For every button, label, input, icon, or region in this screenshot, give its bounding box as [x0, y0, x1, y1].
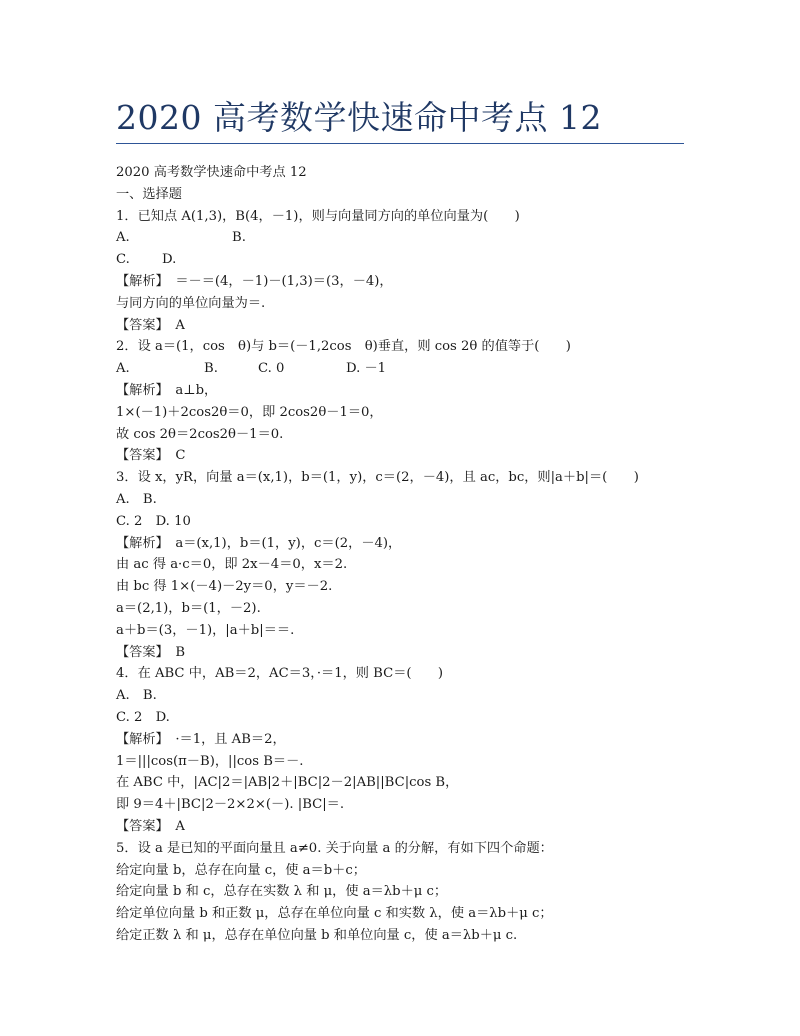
- q2-option-c: C. 0: [258, 361, 285, 377]
- q5-proposition-4: 给定正数 λ 和 μ，总存在单位向量 b 和单位向量 c，使 a＝λb＋μ c.: [116, 927, 518, 943]
- q1-stem: 1．已知点 A(1,3)，B(4，－1)，则与向量同方向的单位向量为( ): [116, 208, 520, 224]
- q2-options: [116, 358, 696, 380]
- q3-analysis-3: 由 bc 得 1×(－4)－2y＝0，y＝－2.: [116, 579, 333, 595]
- q3-analysis-4: a＝(2,1)，b＝(1，－2).: [116, 600, 261, 616]
- q4-analysis-3: 在 ABC 中，|AC|2＝|AB|2＋|BC|2－2|AB||BC|cos B，: [116, 775, 459, 791]
- q1-options-ab: [116, 227, 696, 249]
- q1-analysis: 【解析】 ＝－＝(4，－1)－(1,3)＝(3，－4)，: [116, 273, 393, 289]
- q4-answer: 【答案】 A: [116, 818, 185, 834]
- q5-proposition-1: 给定向量 b，总存在向量 c，使 a＝b＋c；: [116, 862, 366, 878]
- q1-option-d: D.: [162, 252, 177, 268]
- q2-stem: 2．设 a＝(1，cos θ)与 b＝(－1,2cos θ)垂直，则 cos 2θ 的值等于( ): [116, 339, 571, 355]
- q3-options-ab: A. B.: [116, 491, 157, 507]
- document-body: [116, 162, 696, 947]
- q4-analysis: 【解析】 ·＝1，且 AB＝2，: [116, 731, 286, 747]
- q4-stem: 4．在 ABC 中，AB＝2，AC＝3，·＝1，则 BC＝( ): [116, 666, 444, 682]
- q1-option-c: C.: [116, 252, 130, 268]
- q3-options-cd: C. 2 D. 10: [116, 513, 191, 529]
- q1-analysis-2: 与同方向的单位向量为＝.: [116, 295, 266, 311]
- q2-option-a: A.: [116, 361, 130, 377]
- q3-answer: 【答案】 B: [116, 644, 186, 660]
- q2-option-b: B.: [204, 361, 218, 377]
- q2-analysis-3: 故 cos 2θ＝2cos2θ－1＝0.: [116, 426, 284, 442]
- title-underline: [116, 143, 684, 144]
- q5-stem: 5．设 a 是已知的平面向量且 a≠0. 关于向量 a 的分解，有如下四个命题：: [116, 840, 553, 856]
- q1-option-b: B.: [232, 230, 246, 246]
- q3-stem: 3．设 x，yR，向量 a＝(x,1)，b＝(1，y)，c＝(2，－4)，且 ac，bc，则|a＋b|＝( ): [116, 470, 639, 486]
- q2-option-d: D. －1: [346, 361, 387, 377]
- q4-options-cd: C. 2 D.: [116, 709, 170, 725]
- q4-analysis-2: 1＝|||cos(π－B)，||cos B＝－.: [116, 753, 304, 769]
- q3-analysis-5: a＋b＝(3，－1)，|a＋b|＝＝.: [116, 622, 295, 638]
- subtitle: 2020 高考数学快速命中考点 12: [116, 165, 307, 180]
- q1-answer: 【答案】 A: [116, 317, 185, 333]
- q1-options-cd: [116, 249, 696, 271]
- q5-proposition-2: 给定向量 b 和 c，总存在实数 λ 和 μ，使 a＝λb＋μ c；: [116, 884, 448, 900]
- q2-analysis-2: 1×(－1)＋2cos2θ＝0，即 2cos2θ－1＝0，: [116, 404, 383, 420]
- q2-analysis: 【解析】 a⊥b，: [116, 382, 218, 398]
- q5-proposition-3: 给定单位向量 b 和正数 μ，总存在单位向量 c 和实数 λ，使 a＝λb＋μ c；: [116, 906, 553, 922]
- q3-analysis-2: 由 ac 得 a·c＝0，即 2x－4＝0，x＝2.: [116, 557, 348, 573]
- q4-options-ab: A. B.: [116, 688, 157, 704]
- q3-analysis: 【解析】 a＝(x,1)，b＝(1，y)，c＝(2，－4)，: [116, 535, 402, 551]
- section-heading: 一、选择题: [116, 186, 182, 202]
- q2-answer: 【答案】 C: [116, 448, 186, 464]
- document-title: 2020 高考数学快速命中考点 12: [116, 98, 602, 137]
- q1-option-a: A.: [116, 230, 130, 246]
- q4-analysis-4: 即 9＝4＋|BC|2－2×2×(－). |BC|＝.: [116, 797, 345, 813]
